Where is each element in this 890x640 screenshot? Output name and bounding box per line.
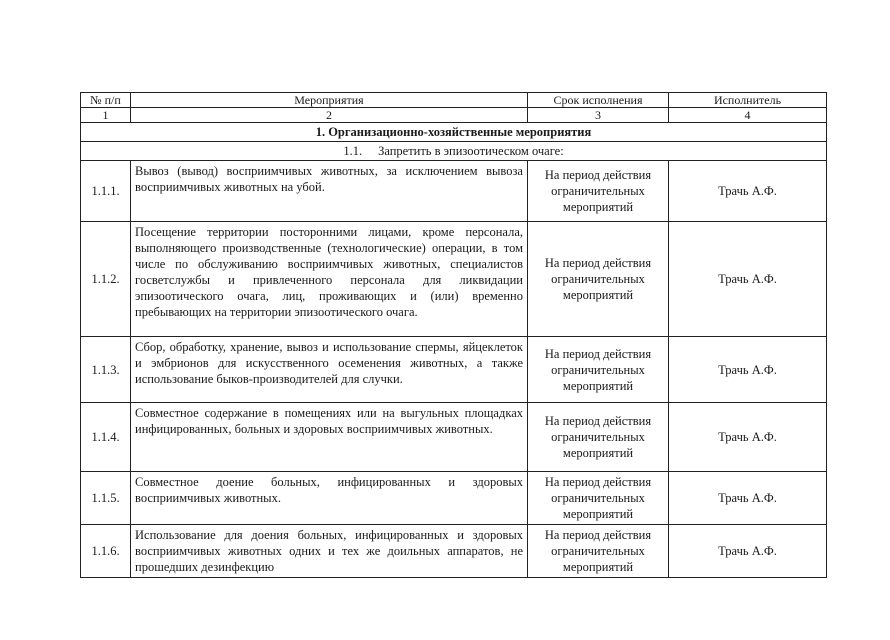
column-number: 3 xyxy=(528,108,669,123)
row-description: Посещение территории посторонними лицами, кроме персонала, выполняющего производственные (технологические) операции, в том числе по обслуживанию восприимчивых животных, специалистов госветслужбы и привлеченного персонала для ликвидации эпизоотического очага, лиц, проживающих и (или) временно пребывающих на территории эпизоотического очага. xyxy=(131,222,528,337)
row-number: 1.1.2. xyxy=(81,222,131,337)
row-executor: Трачь А.Ф. xyxy=(669,222,827,337)
row-executor: Трачь А.Ф. xyxy=(669,525,827,578)
column-number: 2 xyxy=(131,108,528,123)
row-number: 1.1.1. xyxy=(81,161,131,222)
header-term: Срок исполнения xyxy=(528,93,669,108)
document-page xyxy=(80,92,826,578)
table-row xyxy=(81,403,827,472)
table-row xyxy=(81,222,827,337)
subsection-cell xyxy=(81,142,827,161)
row-number: 1.1.4. xyxy=(81,403,131,472)
table-row xyxy=(81,525,827,578)
row-description: Совместное содержание в помещениях или на выгульных площадках инфицированных, больных и здоровых восприимчивых животных. xyxy=(131,403,528,472)
row-executor: Трачь А.Ф. xyxy=(669,161,827,222)
column-number-row xyxy=(81,108,827,123)
row-term: На период действия ограничительных мероприятий xyxy=(528,525,669,578)
row-term: На период действия ограничительных мероприятий xyxy=(528,337,669,403)
row-executor: Трачь А.Ф. xyxy=(669,337,827,403)
row-description: Сбор, обработку, хранение, вывоз и использование спермы, яйцеклеток и эмбрионов для искусственного осеменения животных, а также использование быков-производителей для случки. xyxy=(131,337,528,403)
row-number: 1.1.6. xyxy=(81,525,131,578)
table-row xyxy=(81,472,827,525)
header-row xyxy=(81,93,827,108)
row-term: На период действия ограничительных мероприятий xyxy=(528,403,669,472)
row-number: 1.1.3. xyxy=(81,337,131,403)
header-executor: Исполнитель xyxy=(669,93,827,108)
row-executor: Трачь А.Ф. xyxy=(669,472,827,525)
table-row xyxy=(81,337,827,403)
row-description: Использование для доения больных, инфицированных и здоровых восприимчивых животных одних и тех же доильных аппаратов, не прошедших дезинфекцию xyxy=(131,525,528,578)
row-description: Совместное доение больных, инфицированных и здоровых восприимчивых животных. xyxy=(131,472,528,525)
header-num: № п/п xyxy=(81,93,131,108)
section-row xyxy=(81,123,827,142)
header-activity: Мероприятия xyxy=(131,93,528,108)
subsection-title: Запретить в эпизоотическом очаге: xyxy=(378,144,564,158)
column-number: 4 xyxy=(669,108,827,123)
subsection-number: 1.1. xyxy=(343,144,363,158)
row-number: 1.1.5. xyxy=(81,472,131,525)
subsection-row xyxy=(81,142,827,161)
row-executor: Трачь А.Ф. xyxy=(669,403,827,472)
measures-table xyxy=(80,92,827,578)
row-term: На период действия ограничительных мероприятий xyxy=(528,222,669,337)
section-title: 1. Организационно-хозяйственные мероприятия xyxy=(81,123,827,142)
table-row xyxy=(81,161,827,222)
row-term: На период действия ограничительных мероприятий xyxy=(528,161,669,222)
column-number: 1 xyxy=(81,108,131,123)
row-description: Вывоз (вывод) восприимчивых животных, за исключением вывоза восприимчивых животных на убой. xyxy=(131,161,528,222)
row-term: На период действия ограничительных мероприятий xyxy=(528,472,669,525)
